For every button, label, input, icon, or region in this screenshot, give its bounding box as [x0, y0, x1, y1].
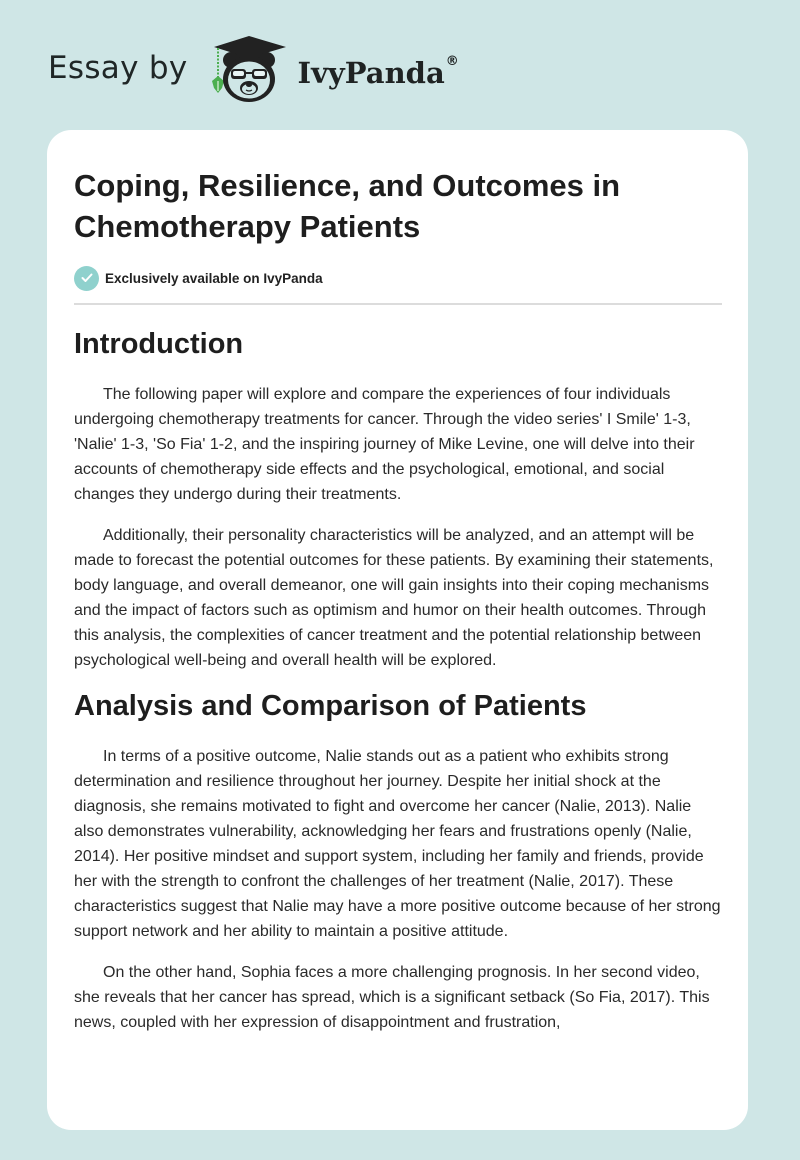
exclusive-badge-text: Exclusively available on IvyPanda — [105, 270, 323, 286]
registered-mark: ® — [445, 54, 459, 69]
exclusive-badge — [74, 265, 722, 291]
essay-by-label: Essay by — [48, 50, 188, 86]
page-title: Coping, Resilience, and Outcomes in Chemotherapy Patients — [74, 168, 621, 244]
site-header — [48, 34, 459, 106]
essay-card — [47, 130, 748, 1130]
panda-graduate-logo-icon[interactable] — [206, 33, 292, 107]
paragraph: On the other hand, Sophia faces a more challenging prognosis. In her second video, she reveals that her cancer has spread, which is a significant setback (So Fia, 2017). This news, coupled with her expression of disappointment and frustration, — [74, 964, 710, 1031]
section-heading-introduction: Introduction — [74, 328, 244, 360]
paragraph: In terms of a positive outcome, Nalie stands out as a patient who exhibits strong determination and resilience throughout her journey. Despite her initial shock at the diagnosis, she remains motivated to fight and overcome her cancer (Nalie, 2013). Nalie also demonstrates vulnerability, acknowledging her fears and frustrations openly (Nalie, 2014). Her positive mindset and support system, including her family and friends, provide her with the strength to confront the challenges of her treatment (Nalie, 2017). These characteristics suggest that Nalie may have a more positive outcome because of her strong support network and her ability to maintain a positive attitude. — [74, 748, 721, 940]
paragraph: Additionally, their personality characteristics will be analyzed, and an attempt will be made to forecast the potential outcomes for these patients. By examining their statements, body language, and overall demeanor, one will gain insights into their coping mechanisms and the impact of factors such as optimism and humor on their health outcomes. Through this analysis, the complexities of cancer treatment and the potential relationship between psychological well-being and overall health will be explored. — [74, 527, 714, 669]
title-divider — [74, 303, 722, 305]
check-circle-icon — [74, 266, 99, 291]
paragraph: The following paper will explore and compare the experiences of four individuals undergoing chemotherapy treatments for cancer. Through the video series' I Smile' 1-3, 'Nalie' 1-3, 'So Fia' 1-2, and the inspiring journey of Mike Levine, one will delve into their accounts of chemotherapy side effects and the psychological, emotional, and social changes they undergo during their treatments. — [74, 386, 695, 503]
section-heading-analysis: Analysis and Comparison of Patients — [74, 690, 587, 722]
brand-name[interactable]: IvyPanda® — [297, 54, 459, 90]
